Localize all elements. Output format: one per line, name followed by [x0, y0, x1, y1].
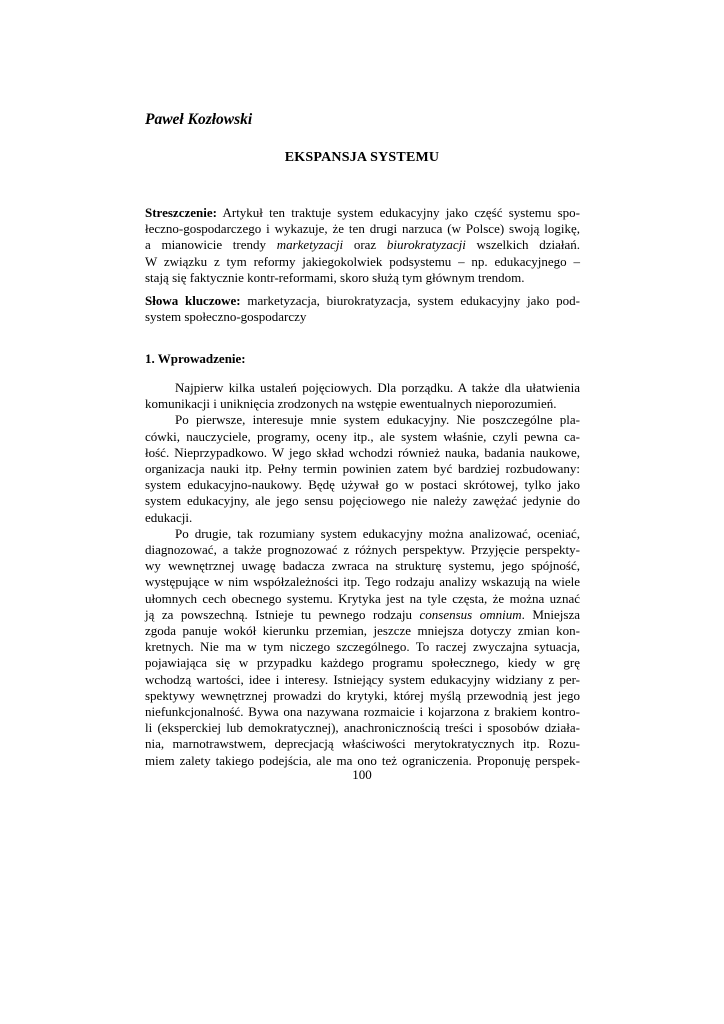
text-line: zgoda panuje wokół kierunku przemian, jeszcze mniejsza dotyczy zmian kon-	[145, 623, 580, 639]
abstract-line: stają się faktycznie kontr-reformami, skoro służą tym głównym trendom.	[145, 269, 525, 285]
text-line: Po drugie, tak rozumiany system edukacyjny można analizować, oceniać,	[175, 525, 580, 541]
text-line: niefunkcjonalność. Bywa ona nazywana rozmaicie i kojarzona z brakiem kontro-	[145, 704, 580, 720]
text-line: system edukacyjno-naukowy. Będę używał go w postaci skrótowej, tylko jako	[145, 477, 580, 493]
text-line: pojawiająca się w przypadku każdego programu społecznego, kiedy w grę	[145, 655, 580, 671]
abstract	[145, 205, 580, 286]
author-name: Paweł Kozłowski	[145, 111, 253, 128]
abstract-line: łeczno-gospodarczego i wykazuje, że ten drugi narzuca (w Polsce) swoją logikę,	[145, 221, 580, 237]
text-line: wchodzą wartości, idee i interesy. Istniejący system edukacyjny widziany z per-	[145, 671, 580, 687]
text-line: miem zalety takiego podejścia, ale ma ono też ograniczenia. Proponuję perspek-	[145, 752, 580, 768]
text-line: komunikacji i uniknięcia zrodzonych na wstępie ewentualnych nieporozumień.	[145, 396, 557, 412]
text-line: nia, marnotrawstwem, deprecjacją właściwości merytokratycznych itp. Rozu-	[145, 736, 580, 752]
paragraph-1	[145, 380, 580, 412]
text-line: ją za powszechną. Istnieje tu pewnego rodzaju consensus omnium. Mniejsza	[145, 606, 580, 622]
keywords-line: Słowa kluczowe: marketyzacja, biurokratyzacja, system edukacyjny jako pod-	[145, 293, 580, 308]
page-number: 100	[352, 767, 372, 782]
text-line: łość. Nieprzypadkowo. W jego skład wchodzi również nauka, badania naukowe,	[145, 444, 580, 460]
text-line: edukacji.	[145, 509, 193, 525]
section-heading: 1. Wprowadzenie:	[145, 351, 246, 366]
text-line: system edukacyjny, ale jego sensu pojęciowego nie należy zawężać jedynie do	[145, 493, 580, 509]
keywords	[145, 293, 580, 325]
abstract-label: Streszczenie:	[145, 205, 217, 220]
body-text	[145, 380, 580, 769]
text-line: występujące w nim współzależności itp. Tego rodzaju analizy wskazują na wiele	[145, 574, 580, 590]
keywords-label: Słowa kluczowe:	[145, 293, 241, 308]
article-title: EKSPANSJA SYSTEMU	[284, 150, 440, 165]
paragraph-2	[145, 412, 580, 525]
text-line: cówki, nauczyciele, programy, oceny itp., ale system właśnie, czyli pewna ca-	[145, 428, 580, 444]
text-line: ułomnych cech obecnego systemu. Krytyka jest na tyle częsta, że można uznać	[145, 590, 580, 606]
text-line: kretnych. Nie ma w tym niczego szczególnego. To raczej zwyczajna sytuacja,	[145, 639, 580, 655]
text-line: spektywy wewnętrznej prowadzi do krytyki, której myślą przewodnią jest jego	[145, 687, 580, 703]
text-line: Po pierwsze, interesuje mnie system edukacyjny. Nie poszczególne pla-	[175, 412, 580, 428]
text-line: diagnozować, a także prognozować z różnych perspektyw. Przyjęcie perspekty-	[145, 542, 580, 558]
text-line: li (eksperckiej lub demokratycznej), anachronicznością treści i sposobów działa-	[145, 720, 580, 736]
keywords-line: system społeczno-gospodarczy	[145, 309, 307, 325]
abstract-line: W związku z tym reformy jakiegokolwiek podsystemu – np. edukacyjnego –	[145, 253, 580, 269]
text-line: wy wewnętrznej uwagę badacza zwraca na strukturę systemu, jego spójność,	[145, 558, 580, 574]
text-line: Najpierw kilka ustaleń pojęciowych. Dla porządku. A także dla ułatwienia	[175, 380, 580, 395]
abstract-line: Streszczenie: Artykuł ten traktuje system edukacyjny jako część systemu spo-	[145, 205, 580, 220]
abstract-line: a mianowicie trendy marketyzacji oraz biurokratyzacji wszelkich działań.	[145, 237, 580, 253]
text-line: organizacja nauki itp. Pełny termin powinien zatem być bardziej rozbudowany:	[145, 461, 580, 477]
paragraph-3	[145, 526, 580, 769]
